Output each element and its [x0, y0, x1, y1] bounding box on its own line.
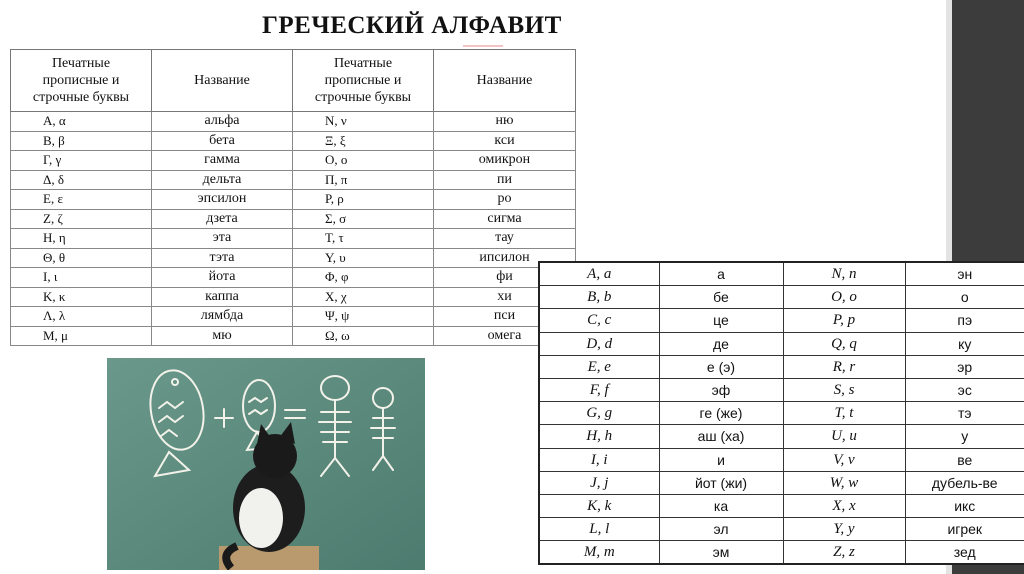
letter-cell: Y, y: [783, 518, 905, 541]
letter-cell: F, f: [539, 378, 659, 401]
name-cell: зед: [905, 541, 1024, 565]
letter-cell: Φ, φ: [293, 268, 434, 288]
name-cell: омега: [434, 326, 576, 346]
name-cell: хи: [434, 287, 576, 307]
name-cell: ве: [905, 448, 1024, 471]
name-cell: икс: [905, 494, 1024, 517]
letter-cell: B, b: [539, 286, 659, 309]
letter-cell: I, ι: [11, 268, 152, 288]
latin-table-row: [539, 355, 1024, 378]
name-cell: эта: [152, 229, 293, 249]
name-cell: ипсилон: [434, 248, 576, 268]
letter-cell: O, o: [783, 286, 905, 309]
greek-header-letters: Печатные прописные и строчные буквы: [293, 50, 434, 112]
greek-header-name: Название: [434, 50, 576, 112]
greek-table-row: [11, 131, 576, 151]
name-cell: дельта: [152, 170, 293, 190]
letter-cell: M, m: [539, 541, 659, 565]
letter-cell: S, s: [783, 378, 905, 401]
letter-cell: N, ν: [293, 112, 434, 132]
latin-table-row: [539, 332, 1024, 355]
letter-cell: P, ρ: [293, 190, 434, 210]
latin-table-row: [539, 262, 1024, 286]
letter-cell: P, p: [783, 309, 905, 332]
name-cell: це: [659, 309, 783, 332]
name-cell: эпсилон: [152, 190, 293, 210]
letter-cell: Δ, δ: [11, 170, 152, 190]
letter-cell: L, l: [539, 518, 659, 541]
letter-cell: A, a: [539, 262, 659, 286]
letter-cell: G, g: [539, 402, 659, 425]
letter-cell: Θ, θ: [11, 248, 152, 268]
name-cell: сигма: [434, 209, 576, 229]
latin-table-row: [539, 541, 1024, 565]
letter-cell: Γ, γ: [11, 151, 152, 171]
name-cell: о: [905, 286, 1024, 309]
name-cell: тэ: [905, 402, 1024, 425]
greek-table-row: [11, 229, 576, 249]
letter-cell: Σ, σ: [293, 209, 434, 229]
name-cell: ку: [905, 332, 1024, 355]
name-cell: и: [659, 448, 783, 471]
greek-table-row: [11, 151, 576, 171]
name-cell: игрек: [905, 518, 1024, 541]
latin-table-row: [539, 494, 1024, 517]
greek-header-name: Название: [152, 50, 293, 112]
letter-cell: U, u: [783, 425, 905, 448]
letter-cell: X, x: [783, 494, 905, 517]
letter-cell: T, t: [783, 402, 905, 425]
name-cell: аш (ха): [659, 425, 783, 448]
letter-cell: Ξ, ξ: [293, 131, 434, 151]
letter-cell: Q, q: [783, 332, 905, 355]
name-cell: эр: [905, 355, 1024, 378]
latin-table-row: [539, 402, 1024, 425]
letter-cell: B, β: [11, 131, 152, 151]
latin-table-row: [539, 471, 1024, 494]
letter-cell: Λ, λ: [11, 307, 152, 327]
name-cell: омикрон: [434, 151, 576, 171]
letter-cell: T, τ: [293, 229, 434, 249]
name-cell: тау: [434, 229, 576, 249]
latin-table-row: [539, 518, 1024, 541]
letter-cell: E, ε: [11, 190, 152, 210]
name-cell: эс: [905, 378, 1024, 401]
letter-cell: V, v: [783, 448, 905, 471]
name-cell: фи: [434, 268, 576, 288]
name-cell: эн: [905, 262, 1024, 286]
name-cell: дзета: [152, 209, 293, 229]
name-cell: альфа: [152, 112, 293, 132]
letter-cell: O, o: [293, 151, 434, 171]
greek-header-row: [11, 50, 576, 112]
latin-table-row: [539, 286, 1024, 309]
greek-alphabet-table: [10, 49, 576, 346]
name-cell: бета: [152, 131, 293, 151]
name-cell: каппа: [152, 287, 293, 307]
letter-cell: A, α: [11, 112, 152, 132]
greek-table-row: [11, 248, 576, 268]
latin-table-row: [539, 425, 1024, 448]
name-cell: тэта: [152, 248, 293, 268]
name-cell: пэ: [905, 309, 1024, 332]
letter-cell: N, n: [783, 262, 905, 286]
name-cell: ро: [434, 190, 576, 210]
name-cell: а: [659, 262, 783, 286]
greek-table-row: [11, 170, 576, 190]
chalkboard-drawing: [107, 358, 425, 570]
name-cell: бе: [659, 286, 783, 309]
greek-table-row: [11, 112, 576, 132]
letter-cell: H, h: [539, 425, 659, 448]
latin-table-row: [539, 378, 1024, 401]
name-cell: мю: [152, 326, 293, 346]
greek-table-row: [11, 190, 576, 210]
letter-cell: C, c: [539, 309, 659, 332]
letter-cell: J, j: [539, 471, 659, 494]
name-cell: ге (же): [659, 402, 783, 425]
name-cell: гамма: [152, 151, 293, 171]
letter-cell: Z, z: [783, 541, 905, 565]
letter-cell: Z, ζ: [11, 209, 152, 229]
cat-chalkboard-photo: [107, 358, 425, 570]
letter-cell: I, i: [539, 448, 659, 471]
name-cell: эм: [659, 541, 783, 565]
letter-cell: D, d: [539, 332, 659, 355]
letter-cell: W, w: [783, 471, 905, 494]
letter-cell: K, κ: [11, 287, 152, 307]
name-cell: лямбда: [152, 307, 293, 327]
name-cell: эл: [659, 518, 783, 541]
letter-cell: Y, υ: [293, 248, 434, 268]
name-cell: пси: [434, 307, 576, 327]
latin-table-row: [539, 309, 1024, 332]
letter-cell: K, k: [539, 494, 659, 517]
letter-cell: E, e: [539, 355, 659, 378]
name-cell: эф: [659, 378, 783, 401]
title-underline-mark: [463, 45, 503, 47]
name-cell: е (э): [659, 355, 783, 378]
greek-table-row: [11, 209, 576, 229]
letter-cell: H, η: [11, 229, 152, 249]
name-cell: ню: [434, 112, 576, 132]
greek-table-row: [11, 326, 576, 346]
greek-table-row: [11, 287, 576, 307]
greek-table-row: [11, 268, 576, 288]
slide-title: ГРЕЧЕСКИЙ АЛФАВИТ: [262, 12, 562, 39]
latin-alphabet-table: [538, 261, 1024, 565]
greek-table-row: [11, 307, 576, 327]
name-cell: де: [659, 332, 783, 355]
letter-cell: X, χ: [293, 287, 434, 307]
name-cell: у: [905, 425, 1024, 448]
name-cell: кси: [434, 131, 576, 151]
latin-table-row: [539, 448, 1024, 471]
letter-cell: M, μ: [11, 326, 152, 346]
name-cell: пи: [434, 170, 576, 190]
greek-header-letters: Печатные прописные и строчные буквы: [11, 50, 152, 112]
name-cell: йота: [152, 268, 293, 288]
letter-cell: Π, π: [293, 170, 434, 190]
letter-cell: Ψ, ψ: [293, 307, 434, 327]
letter-cell: R, r: [783, 355, 905, 378]
name-cell: дубель-ве: [905, 471, 1024, 494]
name-cell: ка: [659, 494, 783, 517]
letter-cell: Ω, ω: [293, 326, 434, 346]
name-cell: йот (жи): [659, 471, 783, 494]
